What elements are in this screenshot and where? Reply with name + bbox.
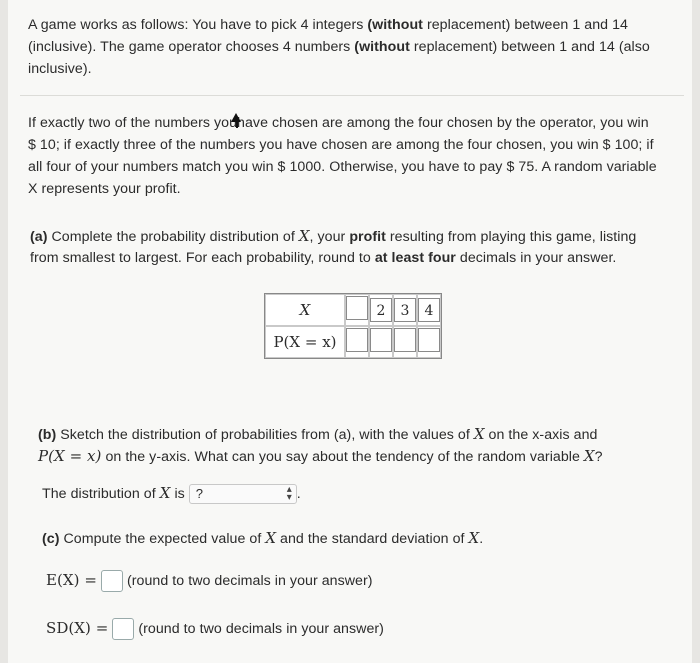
probability-distribution-table <box>264 293 442 359</box>
part-b-line-1: (b) Sketch the distribution of probabilities from (a), with the values of X on the x-axis and <box>38 425 598 443</box>
expected-value-row: E(X) = (round to two decimals in your answer) <box>46 569 373 592</box>
x-value-4: 4 <box>417 294 441 326</box>
intro-line-2: (inclusive). The game operator chooses 4 numbers (without replacement) between 1 and 14 (also <box>28 39 650 55</box>
question-page <box>8 0 692 663</box>
rules-line-3: all four of your numbers match you win $ 1000. Otherwise, you have to pay $ 75. A random variable <box>28 159 657 175</box>
part-a-line-1: (a) Complete the probability distribution of X, your profit resulting from playing this game, listing <box>30 227 637 245</box>
probability-input-3[interactable] <box>393 326 417 358</box>
row-header-x: X <box>265 294 345 326</box>
select-arrows-icon: ▴ ▾ <box>286 484 292 504</box>
probability-input-1[interactable] <box>345 326 369 358</box>
distribution-shape-row: The distribution of X is ? ▴ ▾ . <box>42 484 301 504</box>
standard-deviation-row: SD(X) = (round to two decimals in your answer) <box>46 617 384 640</box>
expected-value-input[interactable] <box>101 570 123 592</box>
intro-line-3: inclusive). <box>28 61 92 77</box>
rules-line-2: $ 10; if exactly three of the numbers you have chosen are among the four chosen, you win $ 100; if <box>28 137 654 153</box>
table-row-probability <box>265 326 441 358</box>
rules-line-1: If exactly two of the numbers youhave chosen are among the four chosen by the operator, you win <box>28 115 649 131</box>
part-b-line-2: P(X = x) on the y-axis. What can you say about the tendency of the random variable X? <box>38 447 603 465</box>
row-header-probability: P(X = x) <box>265 326 345 358</box>
standard-deviation-input[interactable] <box>112 618 134 640</box>
x-value-3: 3 <box>393 294 417 326</box>
part-a-line-2: from smallest to largest. For each probability, round to at least four decimals in your answer. <box>30 250 617 266</box>
x-value-2: 2 <box>369 294 393 326</box>
probability-input-4[interactable] <box>417 326 441 358</box>
divider <box>20 95 684 96</box>
x-value-1[interactable] <box>345 294 369 326</box>
table-row-x <box>265 294 441 326</box>
rules-line-4: X represents your profit. <box>28 181 181 197</box>
probability-input-2[interactable] <box>369 326 393 358</box>
distribution-shape-dropdown[interactable]: ? ▴ ▾ <box>189 484 297 504</box>
intro-line-1: A game works as follows: You have to pick 4 integers (without replacement) between 1 and 14 <box>28 17 628 33</box>
part-c-line-1: (c) Compute the expected value of X and the standard deviation of X. <box>42 529 484 547</box>
